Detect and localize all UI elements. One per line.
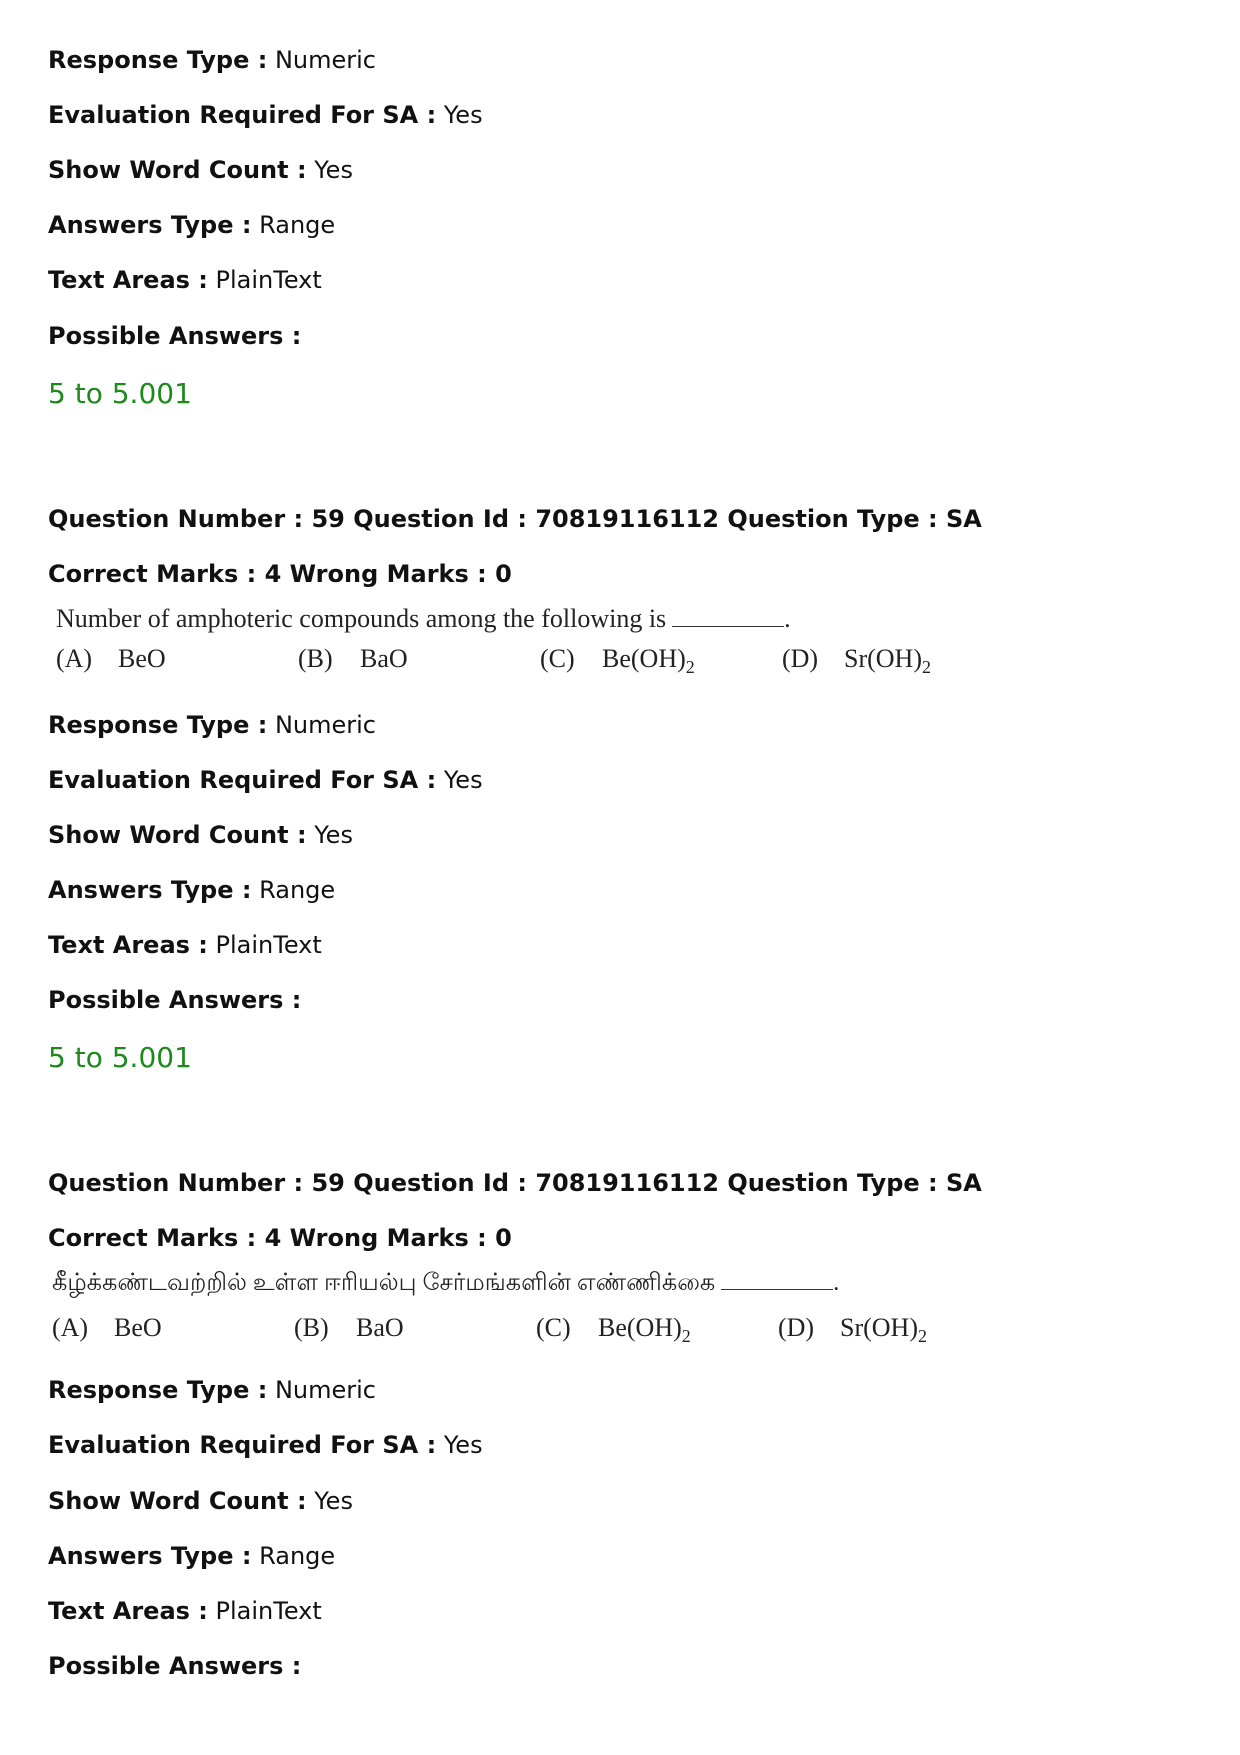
question-header: Question Number : 59 Question Id : 70819116112 Question Type : SA (48, 505, 982, 533)
show-word-count-row: Show Word Count : Yes (48, 156, 353, 184)
possible-answer-value: 5 to 5.001 (48, 1041, 192, 1074)
answer-blank (721, 1271, 833, 1290)
option-b: (B) BaO (294, 1313, 404, 1342)
possible-answers-label: Possible Answers : (48, 986, 302, 1014)
answers-type-row: Answers Type : Range (48, 876, 336, 904)
option-d: (D) $Sr(OH)_2$ (782, 644, 931, 677)
evaluation-required-row: Evaluation Required For SA : Yes (48, 101, 483, 129)
question-marks: Correct Marks : 4 Wrong Marks : 0 (48, 1224, 512, 1252)
question-header: Question Number : 59 Question Id : 70819116112 Question Type : SA (48, 1169, 982, 1197)
option-a: (A) BeO (52, 1313, 162, 1342)
question-marks: Correct Marks : 4 Wrong Marks : 0 (48, 560, 512, 588)
possible-answers-label: Possible Answers : (48, 322, 302, 350)
answers-type-row: Answers Type : Range (48, 1542, 336, 1570)
evaluation-required-row: Evaluation Required For SA : Yes (48, 766, 483, 794)
option-c: (C) $Be(OH)_2$ (540, 644, 695, 677)
response-type-row: Response Type : Numeric (48, 711, 376, 739)
question-text: கீழ்க்கண்டவற்றில் உள்ள ஈரியல்பு சேர்மங்களின் எண்ணிக்கை . (52, 1270, 840, 1296)
response-type-row: Response Type : Numeric (48, 46, 376, 74)
text-areas-row: Text Areas : PlainText (48, 931, 322, 959)
evaluation-required-row: Evaluation Required For SA : Yes (48, 1431, 483, 1459)
option-a: (A) BeO (56, 644, 166, 673)
answer-blank (672, 608, 784, 627)
show-word-count-row: Show Word Count : Yes (48, 821, 353, 849)
response-type-row: Response Type : Numeric (48, 1376, 376, 1404)
text-areas-row: Text Areas : PlainText (48, 1597, 322, 1625)
option-b: (B) BaO (298, 644, 408, 673)
show-word-count-row: Show Word Count : Yes (48, 1487, 353, 1515)
answers-type-row: Answers Type : Range (48, 211, 336, 239)
question-text: Number of amphoteric compounds among the following is . (56, 604, 791, 633)
possible-answer-value: 5 to 5.001 (48, 377, 192, 410)
option-d: (D) $Sr(OH)_2$ (778, 1313, 927, 1346)
text-areas-row: Text Areas : PlainText (48, 266, 322, 294)
option-c: (C) $Be(OH)_2$ (536, 1313, 691, 1346)
possible-answers-label: Possible Answers : (48, 1652, 302, 1680)
